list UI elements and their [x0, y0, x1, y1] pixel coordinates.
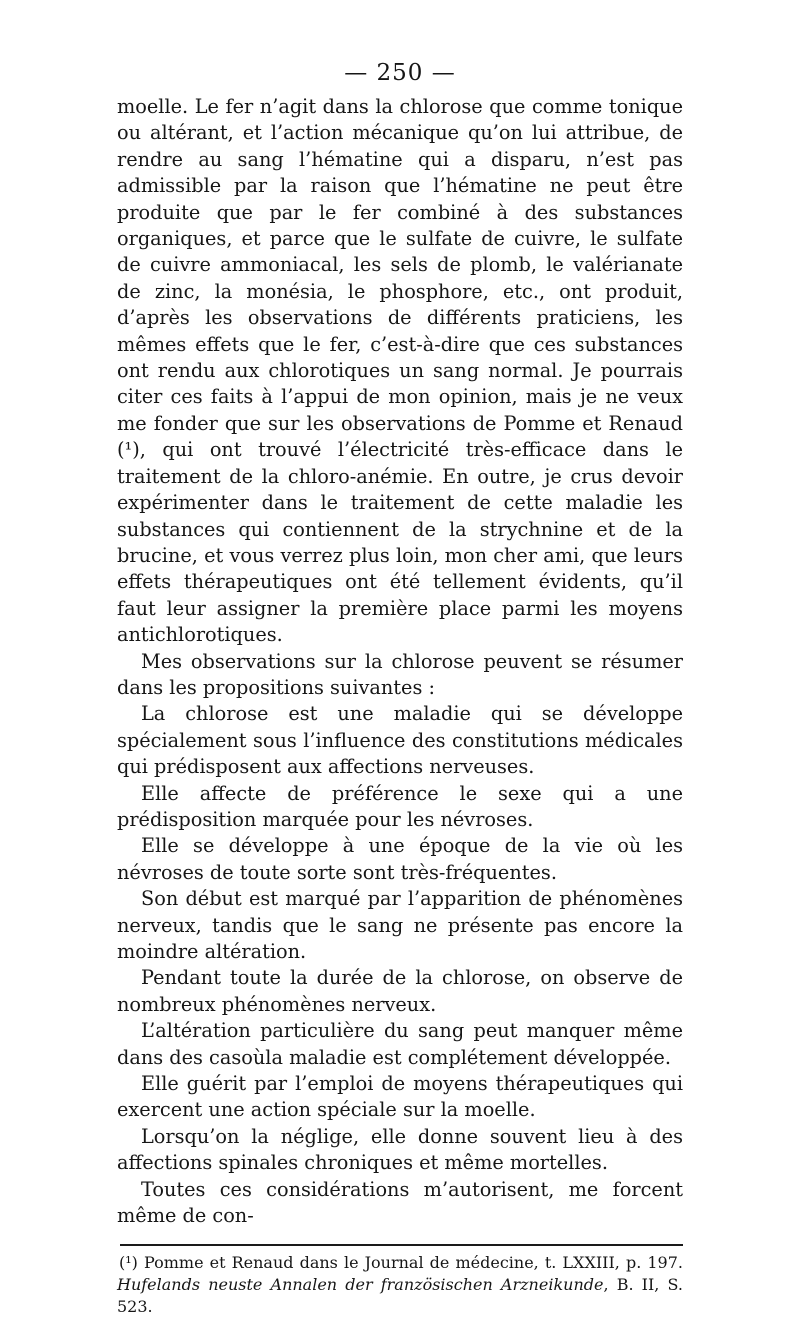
- paragraph: La chlorose est une maladie qui se développe spécialement sous l’influence des constitutions médicales qui prédisposent aux affections nerveuses.: [117, 702, 683, 779]
- footnote-text: Pomme et Renaud dans le Journal de médecine, t. LXXIII, p. 197.: [137, 1253, 683, 1273]
- paragraph: L’altération particulière du sang peut manquer même dans des casoùla maladie est complétement développée.: [117, 1019, 683, 1069]
- paragraph: Son début est marqué par l’apparition de phénomènes nerveux, tandis que le sang ne présente pas encore la moindre altération.: [117, 887, 683, 963]
- footnote-marker: (¹): [119, 1253, 138, 1273]
- paragraph: Elle guérit par l’emploi de moyens thérapeutiques qui exercent une action spéciale sur la moelle.: [117, 1072, 683, 1122]
- paragraph: moelle. Le fer n’agit dans la chlorose que comme tonique ou altérant, et l’action mécanique qu’on lui attribue, de rendre au sang l’hématine qui a disparu, n’est pas admissible par la raison que l’hématine ne peut être produite que par le fer combiné à des substances organiques, et parce que le sulfate de cuivre, le sulfate de cuivre ammoniacal, les sels de plomb, le valérianate de zinc, la monésia, le phosphore, etc., ont produit, d’après les observations de différents praticiens, les mêmes effets que le fer, c’est-à-dire que ces substances ont rendu aux chlorotiques un sang normal. Je pourrais citer ces faits à l’appui de mon opinion, mais je ne veux me fonder que sur les observations de Pomme et Renaud (¹), qui ont trouvé l’électricité très-efficace dans le traitement de la chloro-anémie. En outre, je crus devoir expérimenter dans le traitement de cette maladie les substances qui contiennent de la strychnine et de la brucine, et vous verrez plus loin, mon cher ami, que leurs effets thérapeutiques ont été tellement évidents, qu’il faut leur assigner la première place parmi les moyens antichlorotiques.: [117, 95, 683, 647]
- paragraph: Toutes ces considérations m’autorisent, me forcent même de con-: [117, 1177, 683, 1228]
- page-number: — 250 —: [344, 60, 456, 86]
- footnote: [117, 1252, 683, 1318]
- paragraph: Pendant toute la durée de la chlorose, on observe de nombreux phénomènes nerveux.: [117, 966, 683, 1016]
- book-page: [117, 58, 683, 1318]
- footnote-italic-title: Hufelands neuste Annalen der französischen Arzneikunde: [117, 1275, 604, 1295]
- footnote-divider: [120, 1244, 683, 1246]
- paragraph: Lorsqu’on la néglige, elle donne souvent lieu à des affections spinales chroniques et même mortelles.: [117, 1124, 683, 1175]
- paragraph: Mes observations sur la chlorose peuvent se résumer dans les propositions suivantes :: [117, 649, 683, 699]
- paragraph: Elle affecte de préférence le sexe qui a une prédisposition marquée pour les névroses.: [117, 781, 683, 831]
- body-text: [117, 94, 683, 1229]
- footnote-text-end: , B. II, S. 523.: [117, 1275, 683, 1317]
- paragraph: Elle se développe à une époque de la vie où les névroses de toute sorte sont très-fréquentes.: [117, 834, 683, 884]
